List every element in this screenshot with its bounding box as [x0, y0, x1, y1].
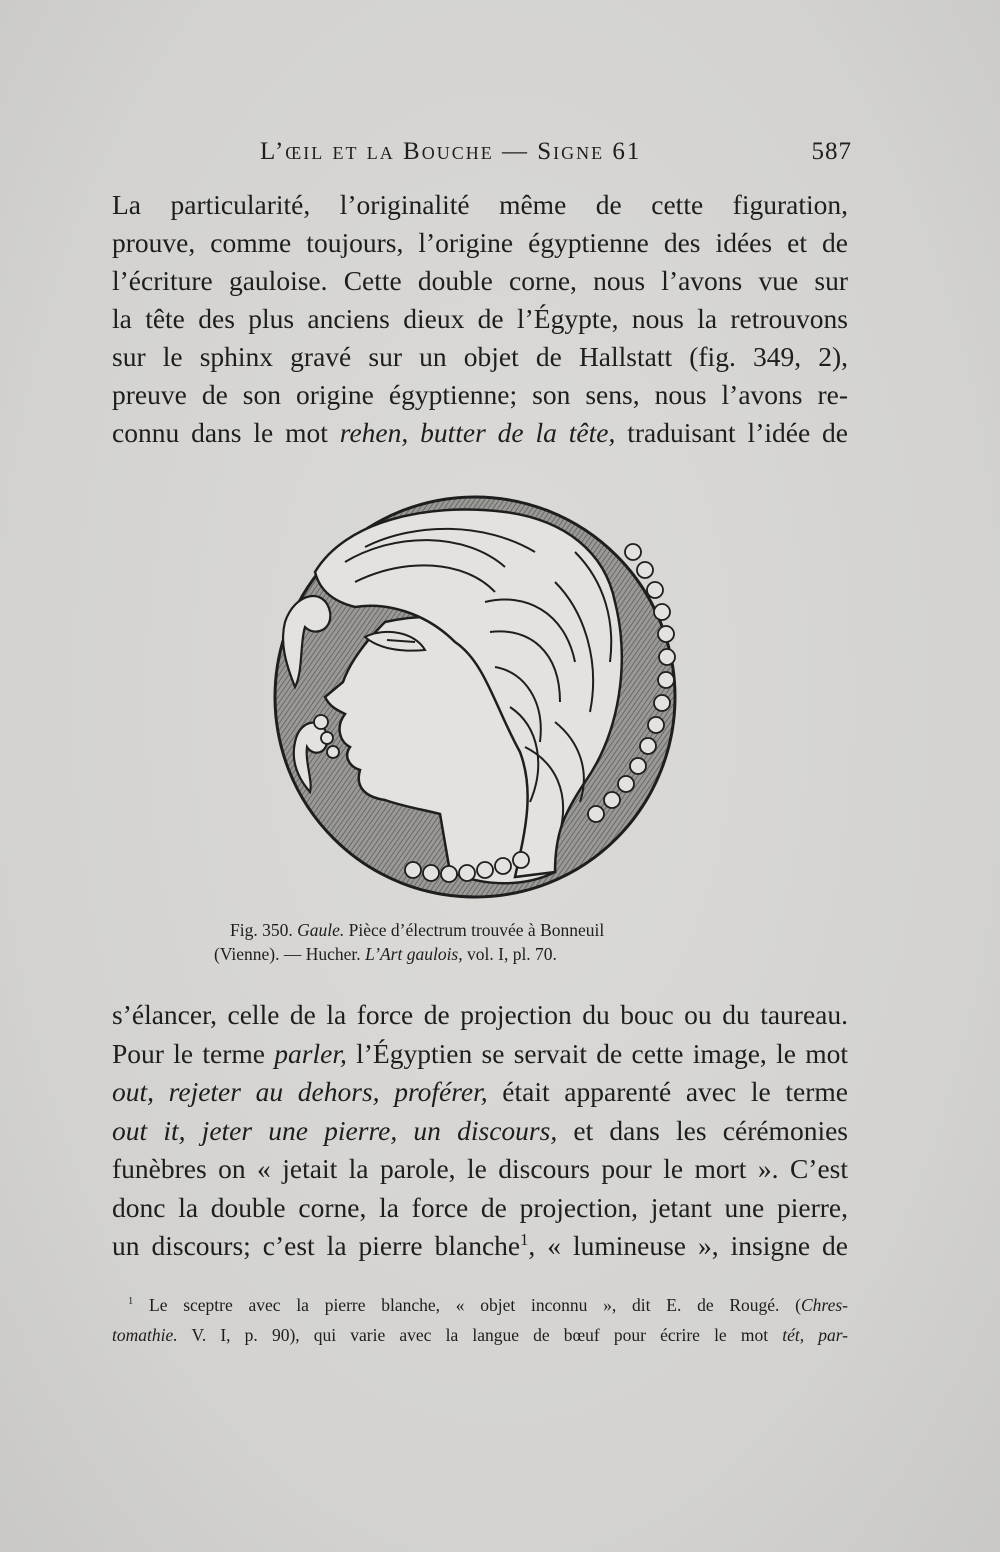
- text-line: [112, 1073, 848, 1112]
- italic-run: L’Art gaulois,: [365, 944, 463, 964]
- page-number: 587: [811, 138, 852, 165]
- text-line: [112, 1112, 848, 1151]
- text-run: et dans les cérémonies: [557, 1114, 848, 1146]
- text-run: l’Égyptien se servait de cette image, le mot: [346, 1037, 848, 1069]
- running-title: L’œil et la Bouche — Signe 61: [260, 138, 642, 165]
- text-run: Pièce d’électrum trouvée à Bonneuil: [344, 920, 605, 940]
- paragraph-1: [112, 186, 848, 452]
- text-run: vol. I, pl. 70.: [462, 944, 557, 964]
- text-line: preuve de son origine égyptienne; son sens, nous l’avons re-: [112, 379, 848, 410]
- italic-run: Chres-: [801, 1295, 848, 1315]
- text-line: [112, 1035, 848, 1074]
- italic-run: Gaule.: [297, 920, 345, 940]
- text-line: s’élancer, celle de la force de projection du bouc ou du taureau.: [112, 999, 848, 1030]
- text-line: prouve, comme toujours, l’origine égyptienne des idées et de: [112, 227, 848, 258]
- text-run: un discours; c’est la pierre blanche: [112, 1230, 521, 1261]
- text-run: Pour le terme: [112, 1037, 275, 1069]
- text-line: la tête des plus anciens dieux de l’Égypte, nous la retrouvons: [112, 303, 848, 334]
- text-run: Le sceptre avec la pierre blanche, « objet inconnu », dit E. de Rougé. (: [133, 1295, 801, 1315]
- text-run: traduisant l’idée de: [615, 417, 848, 448]
- footnote: [112, 1290, 848, 1350]
- text-run: (Vienne). — Hucher.: [214, 944, 366, 964]
- italic-run: tét, par-: [782, 1325, 848, 1345]
- footnote-line: [112, 1290, 848, 1320]
- text-line: [112, 414, 848, 452]
- footnote-line: [112, 1320, 848, 1350]
- text-line: donc la double corne, la force de projection, jetant une pierre,: [112, 1191, 848, 1223]
- paragraph-2: [112, 996, 848, 1266]
- text-line: La particularité, l’originalité même de cette figuration,: [112, 189, 848, 220]
- text-run: était apparenté avec le terme: [487, 1076, 848, 1107]
- text-run: connu dans le mot: [112, 417, 340, 448]
- italic-run: out it, jeter une pierre, un discours,: [112, 1114, 558, 1146]
- text-run: V. I, p. 90), qui varie avec la langue de bœuf pour écrire le mot: [177, 1325, 783, 1345]
- italic-run: parler,: [274, 1037, 347, 1069]
- coin-head-engraving: [255, 492, 695, 902]
- figure-caption: [214, 918, 774, 966]
- footnote-ref: 1: [520, 1229, 529, 1249]
- coin-figure: [255, 492, 695, 902]
- text-line: [112, 1227, 848, 1266]
- page-header: [112, 138, 852, 178]
- italic-run: out, rejeter au dehors, proférer,: [112, 1076, 488, 1107]
- text-run: Fig. 350.: [230, 920, 298, 940]
- italic-run: rehen, butter de la tête,: [339, 417, 616, 448]
- caption-line: [214, 918, 774, 942]
- text-line: funèbres on « jetait la parole, le discours pour le mort ». C’est: [112, 1153, 848, 1184]
- caption-line: [214, 942, 774, 966]
- text-line: sur le sphinx gravé sur un objet de Hallstatt (fig. 349, 2),: [112, 341, 848, 372]
- italic-run: tomathie.: [112, 1325, 178, 1345]
- text-line: l’écriture gauloise. Cette double corne, nous l’avons vue sur: [112, 265, 848, 296]
- footnote-marker: 1: [128, 1296, 134, 1308]
- text-run: , « lumineuse », insigne de: [528, 1230, 848, 1261]
